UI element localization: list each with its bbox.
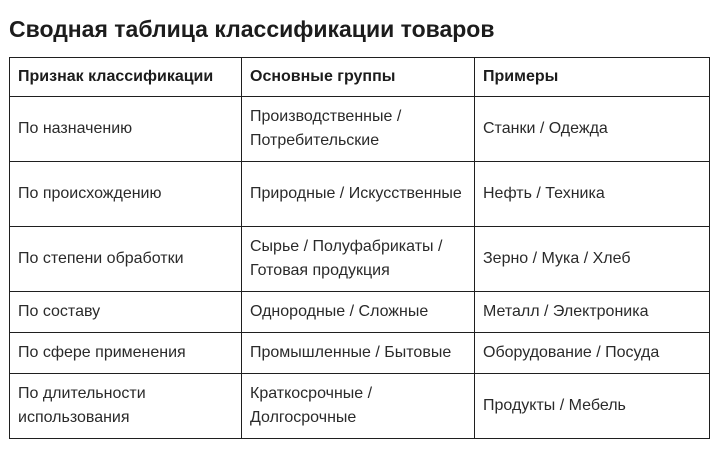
classification-table	[9, 57, 710, 439]
cell-criterion: По происхождению	[10, 162, 242, 227]
cell-examples: Зерно / Мука / Хлеб	[475, 227, 710, 292]
page-title: Сводная таблица классификации товаров	[9, 16, 495, 42]
cell-criterion: По составу	[10, 292, 242, 333]
cell-examples: Продукты / Мебель	[475, 374, 710, 439]
cell-groups: Краткосрочные / Долгосрочные	[242, 374, 475, 439]
cell-groups: Сырье / Полуфабрикаты / Готовая продукция	[242, 227, 475, 292]
cell-criterion: По длительности использования	[10, 374, 242, 439]
table-row	[10, 333, 710, 374]
cell-groups: Природные / Искусственные	[242, 162, 475, 227]
table-row	[10, 374, 710, 439]
cell-criterion: По степени обработки	[10, 227, 242, 292]
cell-groups: Промышленные / Бытовые	[242, 333, 475, 374]
header-criterion: Признак классификации	[10, 58, 242, 97]
table-row	[10, 97, 710, 162]
cell-criterion: По сфере применения	[10, 333, 242, 374]
cell-criterion: По назначению	[10, 97, 242, 162]
cell-examples: Нефть / Техника	[475, 162, 710, 227]
table-row	[10, 227, 710, 292]
cell-examples: Станки / Одежда	[475, 97, 710, 162]
cell-examples: Металл / Электроника	[475, 292, 710, 333]
header-examples: Примеры	[475, 58, 710, 97]
table-header-row	[10, 58, 710, 97]
cell-groups: Однородные / Сложные	[242, 292, 475, 333]
cell-groups: Производственные / Потребительские	[242, 97, 475, 162]
table-row	[10, 292, 710, 333]
header-groups: Основные группы	[242, 58, 475, 97]
cell-examples: Оборудование / Посуда	[475, 333, 710, 374]
table-row	[10, 162, 710, 227]
